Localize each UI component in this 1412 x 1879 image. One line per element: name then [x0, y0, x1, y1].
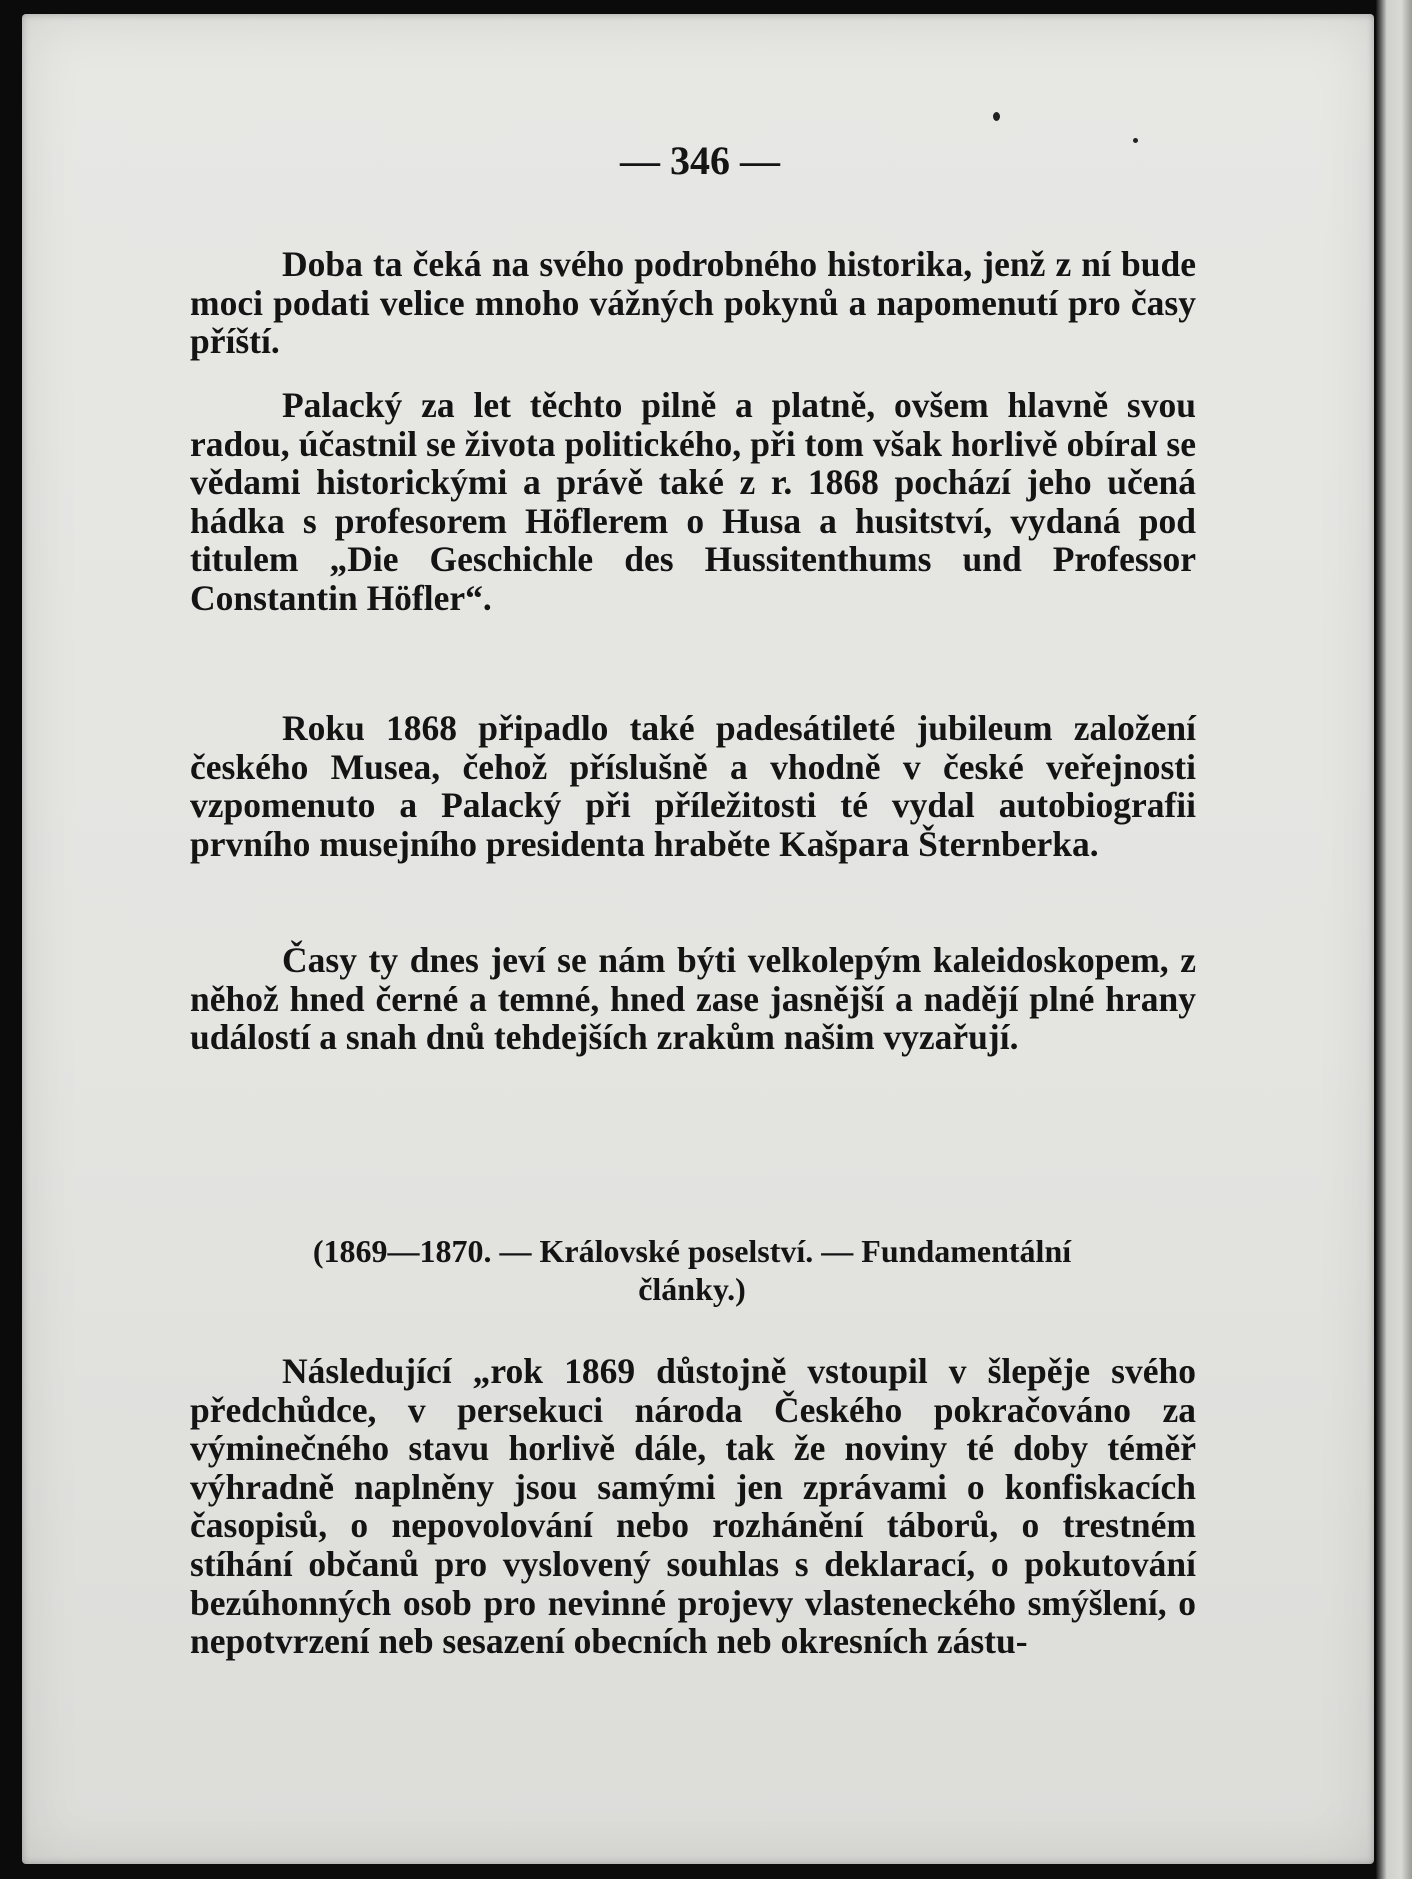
section-heading: (1869—1870. — Královské poselství. — Fundamentální články.)	[312, 1233, 1072, 1307]
page-number: — 346 —	[620, 138, 780, 183]
adjacent-page-edge	[1376, 0, 1412, 1879]
section-paragraph: Následující „rok 1869 důstojně vstoupil v šlepěje svého předchůdce, v persekuci národa Českého pokračováno za výminečného stavu horlivě dále, tak že noviny té doby téměř výhradně naplněny jsou samými jen zprávami o konfiskacích časopisů, o nepovolování nebo rozhánění táborů, o trestném stíhání občanů pro vyslovený souhlas s deklarací, o pokutování bezúhonných osob pro nevinné projevy vlasteneckého smýšlení, o nepotvrzení neb sesazení obecních neb okresních zástu-	[190, 1351, 1196, 1662]
paragraph-2: Palacký za let těchto pilně a platně, ovšem hlavně svou radou, účastnil se života politického, při tom však horlivě obíral se vědami historickými a právě také z r. 1868 pochází jeho učená hádka s profesorem Höflerem o Husa a husitství, vydaná pod titulem „Die Geschichle des Hussitenthums und Professor Constantin Höfler“.	[190, 385, 1196, 618]
ink-speck	[1133, 138, 1138, 143]
paragraph-3: Roku 1868 připadlo také padesátileté jubileum založení českého Musea, čehož příslušně a vhodně v české veřejnosti vzpomenuto a Palacký při příležitosti té vydal autobiografii prvního musejního presidenta hraběte Kašpara Šternberka.	[190, 708, 1196, 864]
paragraph-4: Časy ty dnes jeví se nám býti velkolepým kaleidoskopem, z něhož hned černé a temné, hned zase jasnější a nadějí plné hrany událostí a snah dnů tehdejších zrakům našim vyzařují.	[190, 940, 1196, 1058]
paragraph-1: Doba ta čeká na svého podrobného historika, jenž z ní bude moci podati velice mnoho vážných pokynů a napomenutí pro časy příští.	[190, 244, 1196, 362]
ink-speck	[993, 112, 1000, 121]
